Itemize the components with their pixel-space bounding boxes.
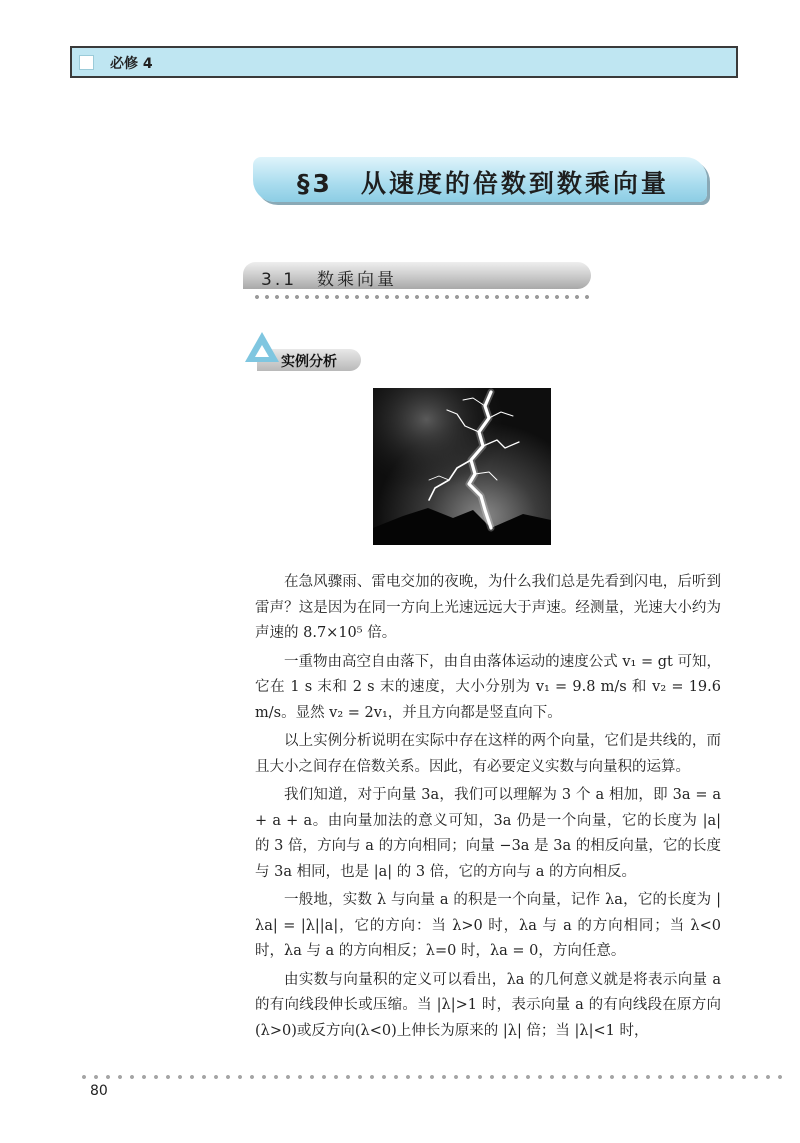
subsection-banner	[243, 262, 591, 289]
footer-dotted-divider	[78, 1074, 788, 1080]
example-label-text: 实例分析	[281, 354, 337, 370]
paragraph-2: 一重物由高空自由落下，由自由落体运动的速度公式 v₁ = gt 可知，它在 1 s 末和 2 s 末的速度，大小分别为 v₁ = 9.8 m/s 和 v₂ = 19.6 m/s。显然 v₂ = 2v₁，并且方向都是竖直向下。	[255, 653, 721, 721]
subsection-title: 3.1 数乘向量	[261, 270, 398, 290]
paragraph-3: 以上实例分析说明在实际中存在这样的两个向量，它们是共线的，而且大小之间存在倍数关系。因此，有必要定义实数与向量积的运算。	[255, 733, 721, 775]
header-label: 必修 4	[110, 56, 153, 72]
page-number: 80	[90, 1083, 108, 1099]
section-title: §3 从速度的倍数到数乘向量	[297, 169, 669, 198]
paragraph-5: 一般地，实数 λ 与向量 a 的积是一个向量，记作 λa，它的长度为 |λa| = |λ||a|，它的方向：当 λ>0 时，λa 与 a 的方向相同；当 λ<0 时，λa 与 a 的方向相反；λ=0 时，λa = 0，方向任意。	[255, 892, 721, 959]
section-title-banner	[253, 157, 707, 202]
triangle-icon-inner	[255, 345, 269, 357]
paragraph-1: 在急风骤雨、雷电交加的夜晚，为什么我们总是先看到闪电，后听到雷声？这是因为在同一方向上光速远远大于声速。经测量，光速大小约为声速的 8.7×10⁵ 倍。	[255, 574, 721, 641]
header-square-icon	[79, 55, 94, 70]
paragraph-6: 由实数与向量积的定义可以看出，λa 的几何意义就是将表示向量 a 的有向线段伸长或压缩。当 |λ|>1 时，表示向量 a 的有向线段在原方向(λ>0)或反方向(λ<0)上伸长为原来的 |λ| 倍；当 |λ|<1 时，	[255, 971, 721, 1039]
subsection-dotted-divider	[252, 294, 592, 300]
lightning-photo	[373, 388, 551, 545]
example-analysis-label	[243, 330, 363, 376]
paragraph-4: 我们知道，对于向量 3a，我们可以理解为 3 个 a 相加，即 3a = a + a + a。由向量加法的意义可知，3a 仍是一个向量，它的长度为 |a| 的 3 倍，方向与 a 的方向相同；向量 −3a 是 3a 的相反向量，它的长度与 3a 相同，也是 |a| 的 3 倍，它的方向与 a 的方向相反。	[255, 787, 721, 880]
body-text	[255, 570, 721, 1047]
running-header	[70, 46, 738, 78]
lightning-icon	[373, 388, 551, 545]
